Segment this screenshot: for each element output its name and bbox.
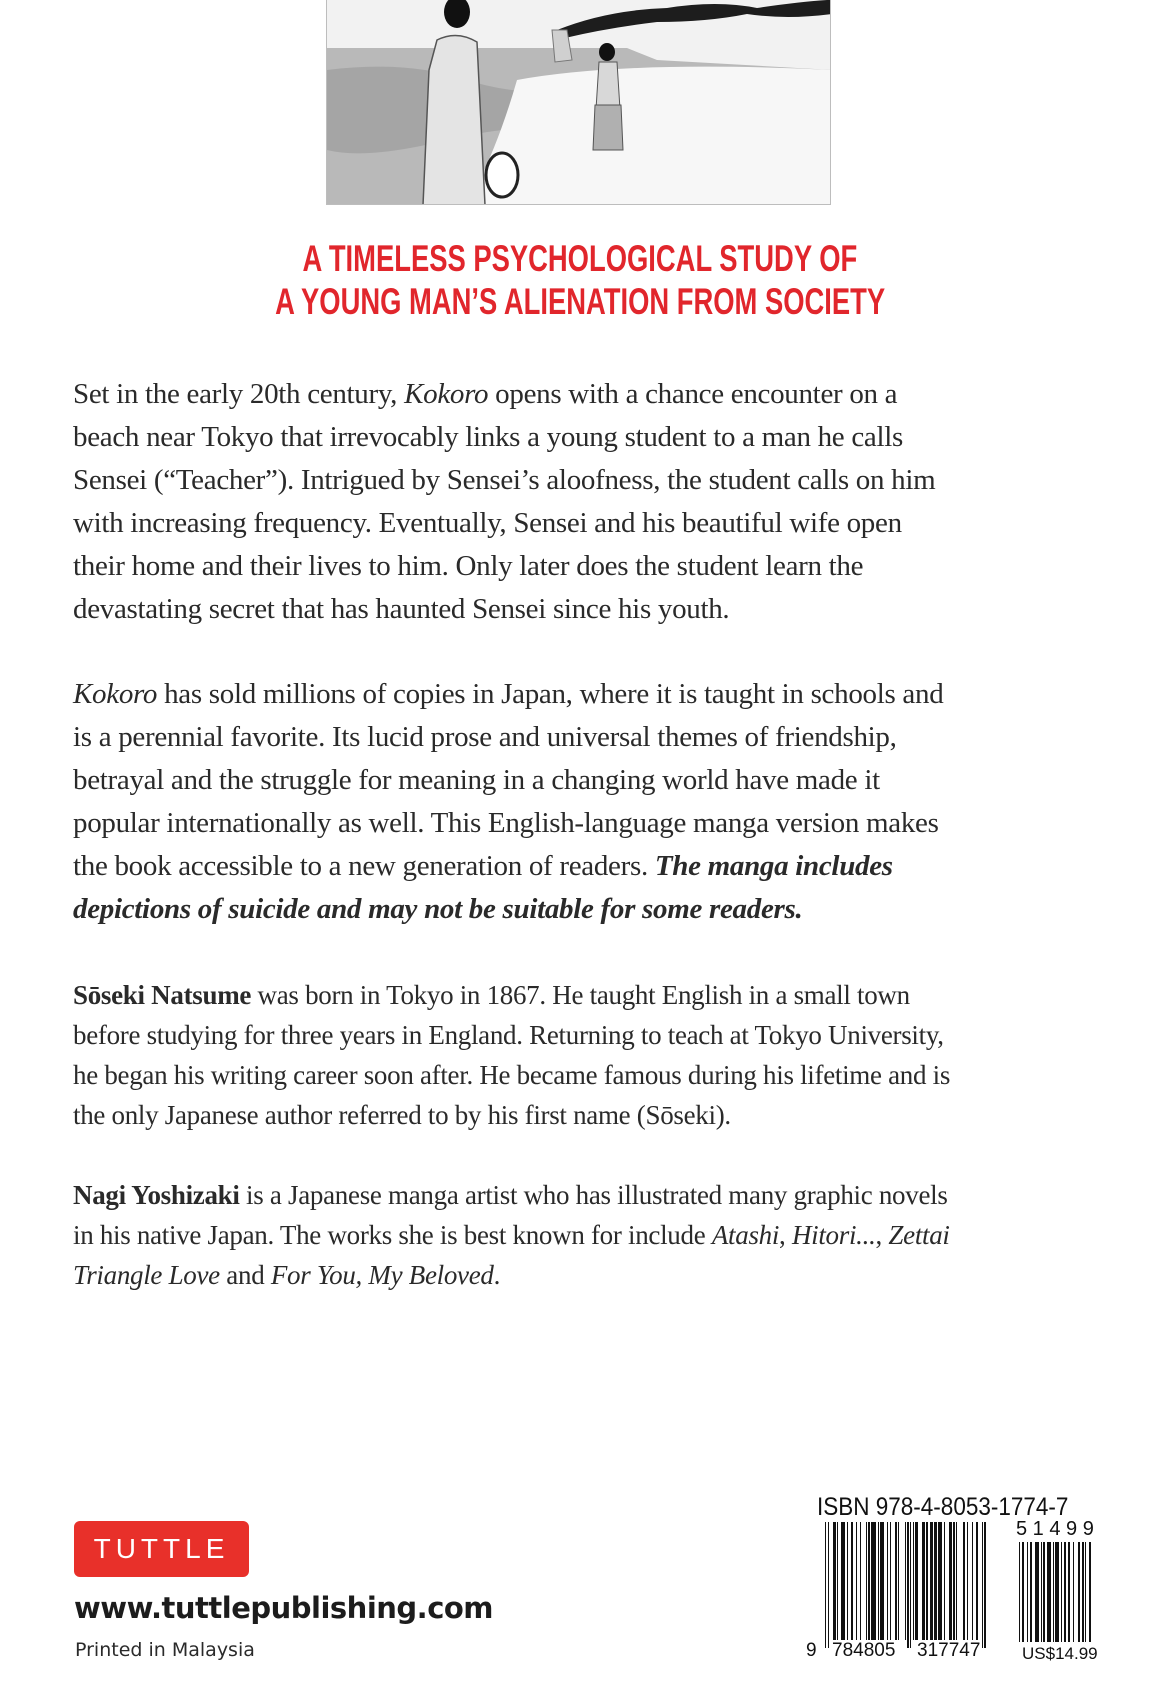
barcode-bar xyxy=(949,1522,952,1640)
text-run: Triangle Love xyxy=(73,1260,220,1290)
barcode-bar xyxy=(934,1522,937,1640)
barcode-bar xyxy=(1073,1542,1074,1642)
paragraph-3-line xyxy=(73,1100,731,1131)
paragraph-4-line xyxy=(73,1180,948,1211)
text-run: depictions of suicide and may not be suitable for some readers. xyxy=(73,893,803,925)
addon-digits: 5 1 4 9 9 xyxy=(1016,1518,1094,1540)
text-run: their home and their lives to him. Only later does the student learn the xyxy=(73,550,864,582)
paragraph-3-line xyxy=(73,980,910,1011)
paragraph-2-line xyxy=(73,850,893,883)
barcode-bar xyxy=(1053,1542,1054,1642)
text-run: with increasing frequency. Eventually, Sensei and his beautiful wife open xyxy=(73,507,902,539)
text-run: the book accessible to a new generation of readers. xyxy=(73,850,655,882)
paragraph-2-line xyxy=(73,807,939,840)
isbn-text: ISBN 978-4-8053-1774-7 xyxy=(817,1493,1069,1521)
text-run: Set in the early 20th century, xyxy=(73,378,405,410)
barcode-bar xyxy=(1068,1542,1071,1642)
barcode-bar xyxy=(856,1522,857,1640)
barcode-bar xyxy=(1055,1542,1059,1642)
barcode-bar xyxy=(930,1522,933,1640)
barcode-digits-right: 317747 xyxy=(917,1640,981,1661)
barcode-bar xyxy=(976,1522,977,1640)
barcode-bar xyxy=(878,1522,879,1640)
paragraph-2-line xyxy=(73,764,880,797)
barcode-bar xyxy=(1089,1542,1090,1642)
barcode-bar xyxy=(956,1522,957,1640)
barcode-bar xyxy=(963,1522,966,1640)
printed-in: Printed in Malaysia xyxy=(75,1639,255,1661)
barcode-bar xyxy=(898,1522,899,1640)
text-run: Hitori... xyxy=(791,1220,876,1250)
text-run: , xyxy=(779,1220,792,1250)
paragraph-3-line xyxy=(73,1020,944,1051)
publisher-url[interactable]: www.tuttlepublishing.com xyxy=(74,1591,494,1625)
barcode-bar xyxy=(1082,1542,1083,1642)
paragraph-1-line xyxy=(73,378,897,411)
manga-beach-scene xyxy=(327,0,831,205)
barcode-bar xyxy=(913,1522,914,1640)
barcode-bar xyxy=(938,1522,942,1640)
barcode-bar xyxy=(895,1522,896,1640)
barcode-bar xyxy=(837,1522,838,1640)
paragraph-2-line xyxy=(73,893,802,926)
barcode-bar xyxy=(1047,1542,1051,1642)
text-run: betrayal and the struggle for meaning in a changing world have made it xyxy=(73,764,880,796)
barcode-digits-left: 784805 xyxy=(832,1640,896,1661)
text-run: Kokoro xyxy=(73,678,158,710)
barcode-bar xyxy=(1030,1542,1033,1642)
text-run: is a perennial favorite. Its lucid prose and universal themes of friendship, xyxy=(73,721,897,753)
paragraph-1-line xyxy=(73,550,863,583)
barcode-bar xyxy=(905,1522,906,1640)
barcode-bar xyxy=(915,1522,918,1640)
addon-barcode xyxy=(1019,1542,1107,1642)
barcode-bar xyxy=(926,1522,927,1640)
barcode-bar xyxy=(1043,1542,1044,1642)
barcode-bar xyxy=(984,1522,985,1648)
paragraph-1-line xyxy=(73,507,902,540)
ean-barcode xyxy=(825,1522,1000,1650)
barcode-bar xyxy=(871,1522,876,1640)
text-run: . xyxy=(493,1260,501,1290)
barcode-bar xyxy=(890,1522,891,1640)
paragraph-1-line xyxy=(73,421,903,454)
barcode-bar xyxy=(828,1522,829,1648)
logo-text: TUTTLE xyxy=(93,1533,230,1564)
barcode-bar xyxy=(1041,1542,1042,1642)
text-run: Zettai xyxy=(888,1220,950,1250)
barcode-bar xyxy=(1022,1542,1025,1642)
paragraph-2-line xyxy=(73,678,943,711)
text-run: devastating secret that has haunted Sensei since his youth. xyxy=(73,593,730,625)
barcode-bar xyxy=(907,1522,908,1648)
barcode-bar xyxy=(1064,1542,1067,1642)
text-run: in his native Japan. The works she is best known for include xyxy=(73,1220,712,1250)
paragraph-4-line xyxy=(73,1260,500,1291)
text-run: Atashi xyxy=(711,1220,780,1250)
barcode-bar xyxy=(880,1522,884,1640)
text-run: Sensei (“Teacher”). Intrigued by Sensei’s aloofness, the student calls on him xyxy=(73,464,936,496)
barcode-bar xyxy=(944,1522,945,1640)
barcode-bar xyxy=(982,1522,983,1648)
text-run: has sold millions of copies in Japan, where it is taught in schools and xyxy=(157,678,944,710)
text-run: opens with a chance encounter on a xyxy=(488,378,898,410)
text-run: is a Japanese manga artist who has illustrated many graphic novels xyxy=(239,1180,948,1210)
text-run: popular internationally as well. This English-language manga version makes xyxy=(73,807,939,839)
paragraph-4-line xyxy=(73,1220,950,1251)
barcode-bar xyxy=(1035,1542,1039,1642)
text-run: he began his writing career soon after. He became famous during his lifetime and is xyxy=(73,1060,951,1090)
headline-line-1: A TIMELESS PSYCHOLOGICAL STUDY OF xyxy=(302,238,858,279)
paragraph-1-line xyxy=(73,593,729,626)
barcode-bar xyxy=(851,1522,854,1640)
text-run: beach near Tokyo that irrevocably links a young student to a man he calls xyxy=(73,421,903,453)
text-run: Sōseki Natsume xyxy=(73,980,252,1010)
text-run: For You, My Beloved xyxy=(270,1260,494,1290)
tuttle-logo xyxy=(74,1521,249,1577)
text-run: Nagi Yoshizaki xyxy=(73,1180,240,1210)
text-run: the only Japanese author referred to by his first name (Sōseki). xyxy=(73,1100,731,1130)
barcode-bar xyxy=(841,1522,845,1640)
text-run: before studying for three years in England. Returning to teach at Tokyo University, xyxy=(73,1020,944,1050)
barcode-bar xyxy=(972,1522,973,1640)
barcode-bar xyxy=(1061,1542,1062,1642)
barcode-bar xyxy=(953,1522,954,1640)
text-run: Kokoro xyxy=(404,378,489,410)
barcode-bar xyxy=(1085,1542,1086,1642)
barcode-bar xyxy=(833,1522,836,1640)
paragraph-1-line xyxy=(73,464,935,497)
text-run: was born in Tokyo in 1867. He taught English in a small town xyxy=(251,980,910,1010)
cover-illustration xyxy=(326,0,831,205)
barcode-bar xyxy=(1027,1542,1028,1642)
barcode-bar xyxy=(910,1522,911,1648)
paragraph-2-line xyxy=(73,721,897,754)
barcode-bar xyxy=(868,1522,869,1640)
barcode-bar xyxy=(825,1522,826,1648)
barcode-lead-digit: 9 xyxy=(806,1640,817,1661)
barcode-bar xyxy=(847,1522,848,1640)
barcode-bar xyxy=(967,1522,968,1640)
barcode-bar xyxy=(922,1522,925,1640)
barcode-bar xyxy=(866,1522,867,1640)
paragraph-3-line xyxy=(73,1060,950,1091)
headline-line-2: A YOUNG MAN’S ALIENATION FROM SOCIETY xyxy=(275,281,885,322)
price: US$14.99 xyxy=(1022,1644,1098,1663)
barcode-bar xyxy=(1019,1542,1020,1642)
barcode-bar xyxy=(860,1522,861,1640)
text-run: The manga includes xyxy=(654,850,893,882)
text-run: , xyxy=(875,1220,889,1250)
text-run: and xyxy=(219,1260,271,1290)
barcode-bar xyxy=(1078,1542,1079,1642)
barcode-bar xyxy=(887,1522,888,1640)
